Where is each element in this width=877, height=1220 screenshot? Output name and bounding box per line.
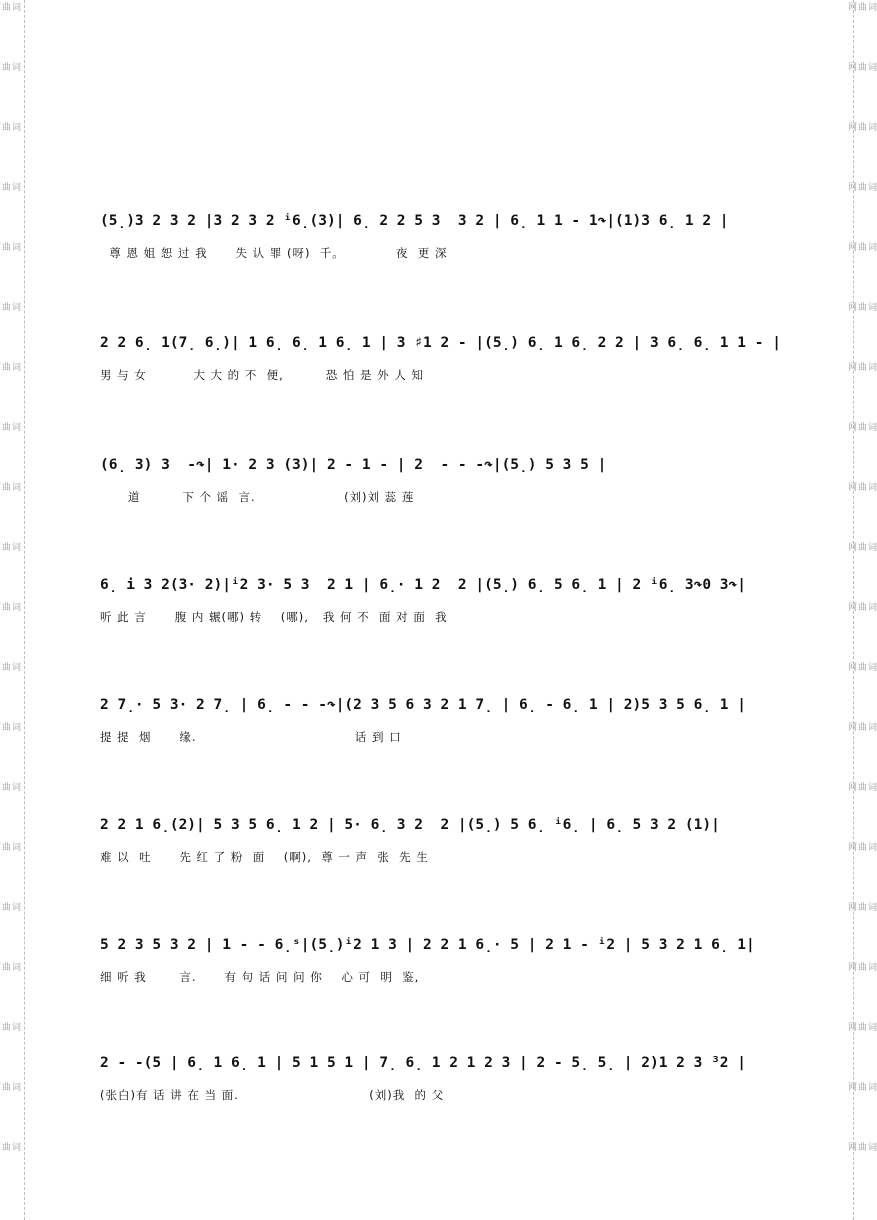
lyrics-line: 细 听 我 言. 有 句 话 问 问 你 心 可 明 鉴, xyxy=(100,970,420,984)
watermark-stamp: 词曲网 xyxy=(846,1022,876,1032)
lyrics-line: (张白)有 话 讲 在 当 面. (刘)我 的 父 xyxy=(100,1088,445,1102)
watermark-stamp: 词曲网 xyxy=(846,62,876,72)
watermark-stamp: 词曲网 xyxy=(846,782,876,792)
notation-line: 2 - -(5 | 6̣ 1 6̣ 1 | 5 1 5 1 | 7̣ 6̣ 1 2 1 2 3 | 2 - 5̣ 5̣ | 2)1 2 3 ³2 | xyxy=(100,1055,747,1071)
watermark-stamp: 词曲 xyxy=(0,62,20,72)
lyrics-line: 男 与 女 大 大 的 不 便, 恐 怕 是 外 人 知 xyxy=(100,368,424,382)
watermark-stamp: 词曲网 xyxy=(846,302,876,312)
watermark-stamp: 词曲网 xyxy=(846,122,876,132)
watermark-stamp: 词曲网 xyxy=(846,902,876,912)
watermark-stamp: 词曲网 xyxy=(846,962,876,972)
watermark-stamp: 词曲网 xyxy=(846,1142,876,1152)
watermark-stamp: 词曲 xyxy=(0,122,20,132)
notation-line: (6̣ 3) 3 -↷| 1· 2 3 (3)| 2 - 1 - | 2 - - -↷|(5̣) 5 3 5 | xyxy=(100,457,607,473)
watermark-stamp: 词曲网 xyxy=(846,362,876,372)
watermark-stamp: 词曲网 xyxy=(846,602,876,612)
notation-line: 5 2 3 5 3 2 | 1 - - 6̣ˢ|(5̣)ⁱ2 1 3 | 2 2 1 6̣· 5 | 2 1 - ⁱ2 | 5 3 2 1 6̣ 1| xyxy=(100,937,755,953)
watermark-stamp: 词曲 xyxy=(0,542,20,552)
notation-line: (5̣)3 2 3 2 |3 2 3 2 ⁱ6̣(3)| 6̣ 2 2 5 3 3 2 | 6̣ 1 1 - 1↷|(1)3 6̣ 1 2 | xyxy=(100,213,729,229)
notation-line: 2 7̣· 5 3· 2 7̣ | 6̣ - - -↷|(2 3 5 6 3 2 1 7̣ | 6̣ - 6̣ 1 | 2)5 3 5 6̣ 1 | xyxy=(100,697,747,713)
watermark-stamp: 词曲网 xyxy=(846,842,876,852)
watermark-stamp: 词曲 xyxy=(0,422,20,432)
notation-line: 2 2 6̣ 1(7̣ 6̣)| 1 6̣ 6̣ 1 6̣ 1 | 3 ♯1 2 - |(5̣) 6̣ 1 6̣ 2 2 | 3 6̣ 6̣ 1 1 - | xyxy=(100,335,781,351)
left-dashed-border xyxy=(24,0,25,1220)
watermark-stamp: 词曲 xyxy=(0,362,20,372)
watermark-stamp: 词曲网 xyxy=(846,722,876,732)
watermark-stamp: 词曲 xyxy=(0,602,20,612)
watermark-stamp: 词曲 xyxy=(0,182,20,192)
watermark-stamp: 词曲网 xyxy=(846,422,876,432)
watermark-stamp: 词曲 xyxy=(0,722,20,732)
watermark-stamp: 词曲 xyxy=(0,902,20,912)
watermark-stamp: 词曲网 xyxy=(846,2,876,12)
lyrics-line: 道 下 个 谣 言. (刘)刘 蕊 莲 xyxy=(100,490,415,504)
watermark-stamp: 词曲 xyxy=(0,962,20,972)
watermark-stamp: 词曲 xyxy=(0,1022,20,1032)
notation-line: 2 2 1 6̣(2)| 5 3 5 6̣ 1 2 | 5· 6̣ 3 2 2 |(5̣) 5 6̣ ⁱ6̣ | 6̣ 5 3 2 (1)| xyxy=(100,817,720,833)
watermark-stamp: 词曲 xyxy=(0,302,20,312)
watermark-stamp: 词曲网 xyxy=(846,662,876,672)
watermark-stamp: 词曲 xyxy=(0,842,20,852)
notation-line: 6̣ i 3 2(3· 2)|ⁱ2 3· 5 3 2 1 | 6̣· 1 2 2 |(5̣) 6̣ 5 6̣ 1 | 2 ⁱ6̣ 3↷0 3↷| xyxy=(100,577,747,593)
lyrics-line: 听 此 言 腹 内 辗(哪) 转 (哪), 我 何 不 面 对 面 我 xyxy=(100,610,448,624)
watermark-stamp: 词曲网 xyxy=(846,1082,876,1092)
watermark-stamp: 词曲 xyxy=(0,1142,20,1152)
watermark-stamp: 词曲 xyxy=(0,2,20,12)
lyrics-line: 难 以 吐 先 红 了 粉 面 (啊), 尊 一 声 张 先 生 xyxy=(100,850,429,864)
lyrics-line: 提 提 烟 缘. 话 到 口 xyxy=(100,730,402,744)
watermark-stamp: 词曲网 xyxy=(846,182,876,192)
watermark-stamp: 词曲 xyxy=(0,242,20,252)
watermark-stamp: 词曲 xyxy=(0,482,20,492)
watermark-stamp: 词曲 xyxy=(0,662,20,672)
watermark-stamp: 词曲网 xyxy=(846,242,876,252)
watermark-stamp: 词曲网 xyxy=(846,542,876,552)
watermark-stamp: 词曲 xyxy=(0,1082,20,1092)
lyrics-line: 尊 恩 姐 恕 过 我 失 认 罪 (呀) 千。 夜 更 深 xyxy=(100,246,448,260)
watermark-stamp: 词曲 xyxy=(0,782,20,792)
watermark-stamp: 词曲网 xyxy=(846,482,876,492)
